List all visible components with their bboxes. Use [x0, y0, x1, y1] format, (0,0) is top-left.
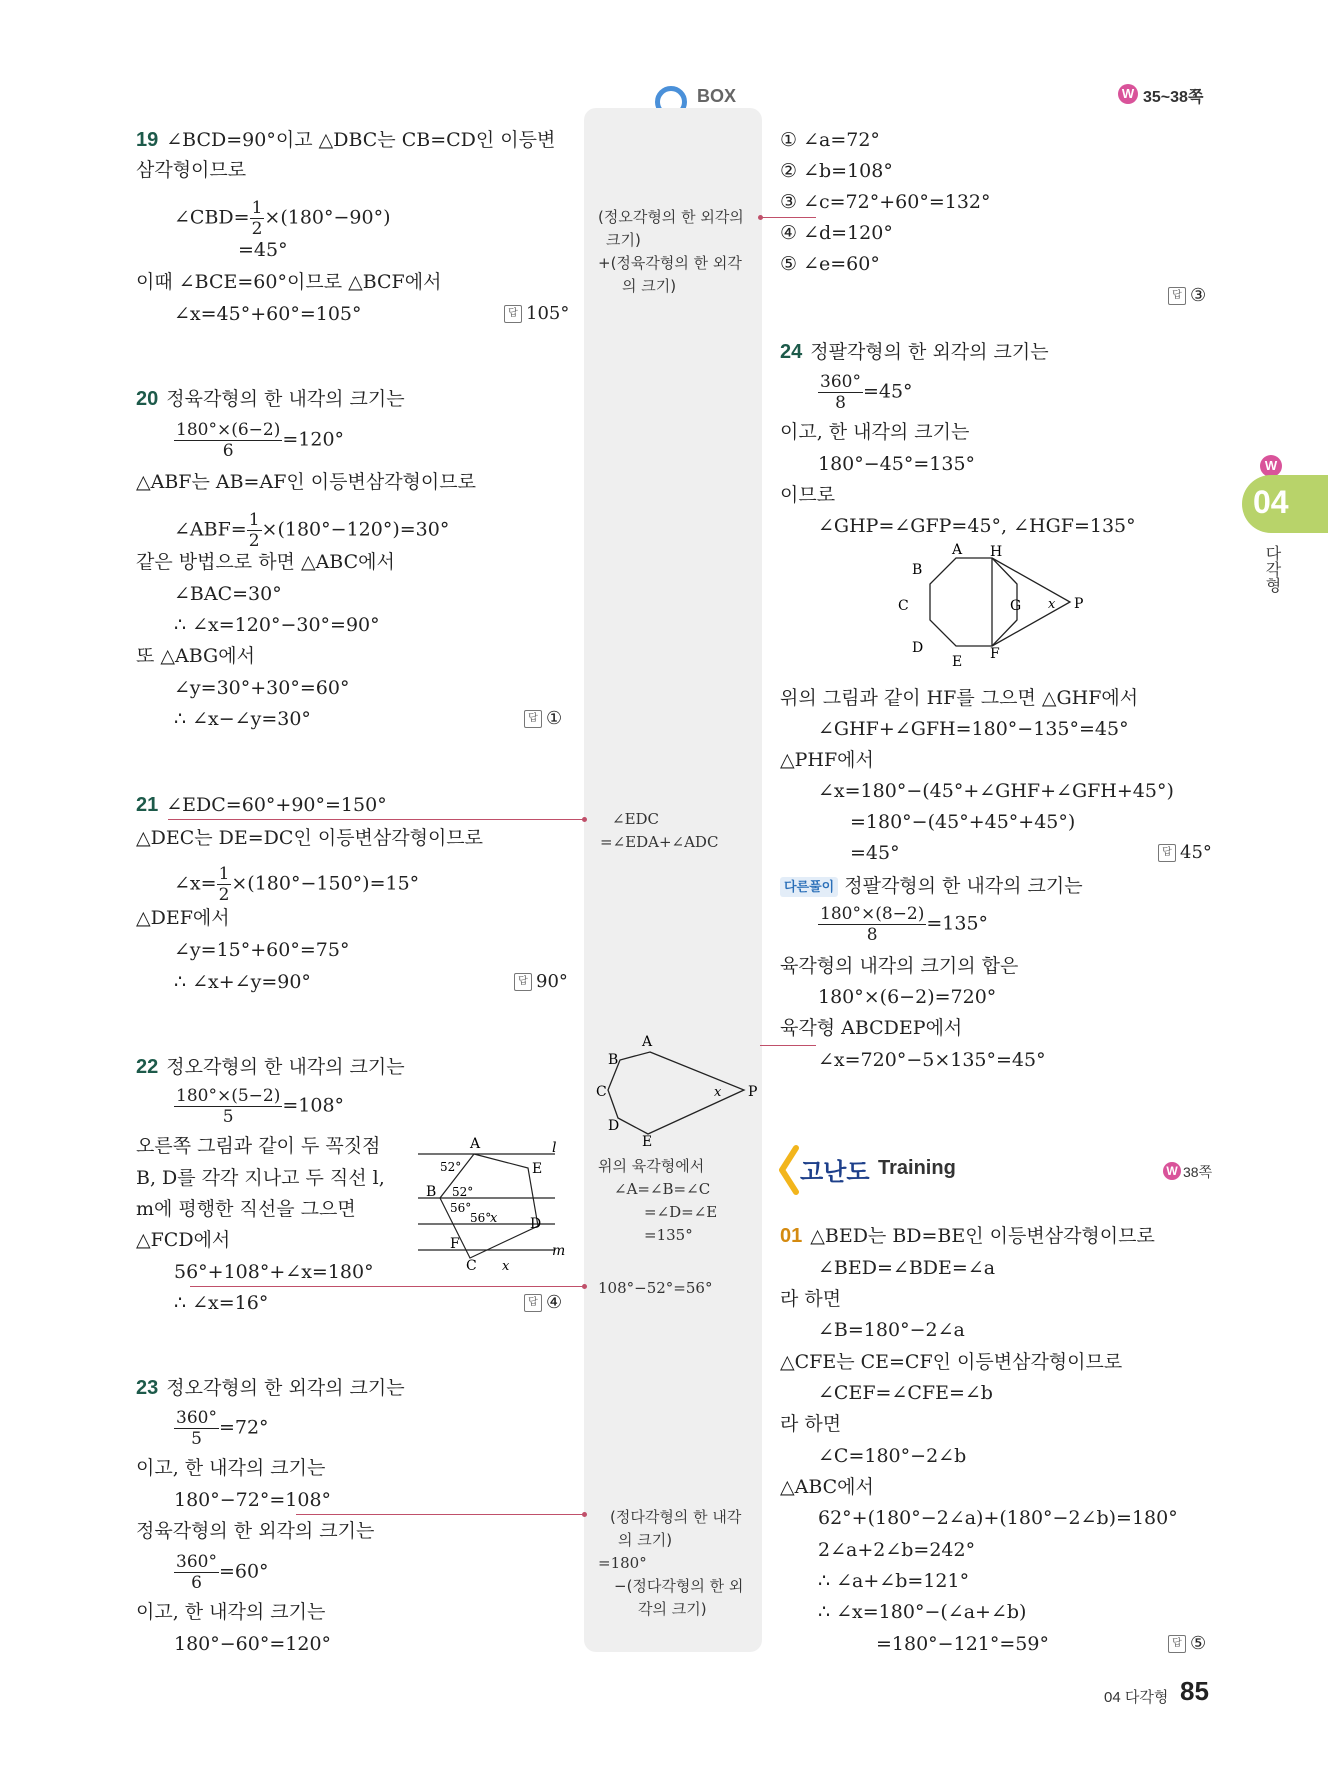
training-w-badge: W	[1163, 1162, 1181, 1180]
p21-connector-dot	[582, 817, 587, 822]
p24-line2: $\frac{360^\circ}{8}$ =45°	[820, 372, 913, 413]
p24-line4: 180°−45°=135°	[818, 453, 976, 475]
t01-line14: =180°−121°=59°	[876, 1633, 1049, 1655]
oct-fig-x: x	[1048, 597, 1056, 612]
t01-line13: ∴ ∠x=180°−(∠a+∠b)	[818, 1601, 1027, 1623]
p23-line8: 180°−60°=120°	[174, 1633, 332, 1655]
t01-line8: ∠C=180°−2∠b	[818, 1445, 967, 1467]
p24-line15: 육각형의 내각의 크기의 합은	[780, 955, 1019, 977]
p21-line3: ∠x= $\frac{1}{2}$ ×(180°−150°)=15°	[174, 864, 420, 905]
qbox-column	[584, 108, 762, 1652]
p24-line11: =180°−(45°+45°+45°)	[850, 811, 1076, 833]
hex-fig-D: D	[608, 1118, 620, 1134]
p21-line6: ∴ ∠x+∠y=90°	[174, 971, 311, 993]
p21-connector	[168, 819, 584, 820]
p22-line1: 22 정오각형의 한 내각의 크기는	[136, 1056, 405, 1078]
p23-line1: 23 정오각형의 한 외각의 크기는	[136, 1377, 405, 1399]
p22-fig-52b: 52°	[452, 1185, 474, 1199]
p20-line7: ∴ ∠x=120°−30°=90°	[174, 614, 380, 636]
p22-fig-E: E	[532, 1161, 543, 1177]
p22-line2: $\frac{180^\circ\times(5-2)}{5}$ =108°	[176, 1086, 345, 1127]
t01-line6: ∠CEF=∠CFE=∠b	[818, 1382, 993, 1404]
p19-line1: 19 ∠BCD=90°이고 △DBC는 CB=CD인 이등변	[136, 129, 556, 151]
p22-fig-B: B	[426, 1184, 437, 1200]
t01-line3: 라 하면	[780, 1288, 842, 1310]
training-title-en: Training	[878, 1157, 956, 1179]
oct-fig-C: C	[898, 598, 909, 614]
p22-line7: 56°+108°+∠x=180°	[174, 1261, 374, 1283]
p20-answer: 답 ①	[524, 707, 562, 731]
alt-solution-badge: 다른풀이	[780, 877, 838, 897]
chapter-tab-number: 04	[1253, 484, 1289, 520]
p21-line5: ∠y=15°+60°=75°	[174, 939, 350, 961]
p24-line17: 육각형 ABCDEP에서	[780, 1017, 963, 1039]
hex-fig-C: C	[596, 1084, 607, 1100]
t01-number: 01	[780, 1225, 803, 1247]
p21-answer: 답 90°	[514, 970, 568, 994]
box-note-5: (정다각형의 한 내각 의 크기) =180° −(정다각형의 한 외 각의 크기)	[598, 1508, 744, 1618]
hex-fig-x: x	[714, 1085, 722, 1100]
p22-connector	[190, 1286, 584, 1287]
p24-line1: 24 정팔각형의 한 외각의 크기는	[780, 341, 1049, 363]
p23-connector	[296, 1514, 584, 1515]
footer-chapter: 04 다각형	[1104, 1689, 1169, 1706]
p22-fig-D: D	[530, 1216, 542, 1232]
w-badge: W	[1118, 84, 1138, 104]
p20-line9: ∠y=30°+30°=60°	[174, 677, 350, 699]
t01-line1: 01 △BED는 BD=BE인 이등변삼각형이므로	[780, 1225, 1155, 1247]
p22-fig-l: l	[552, 1140, 557, 1156]
p22-fig-A: A	[470, 1136, 481, 1152]
p21-number: 21	[136, 794, 159, 816]
oct-fig-H: H	[990, 544, 1003, 560]
p24-line9: △PHF에서	[780, 749, 874, 771]
p20-line8: 또 △ABG에서	[136, 645, 255, 667]
training-page: 38쪽	[1183, 1164, 1213, 1180]
oct-fig-P: P	[1074, 596, 1084, 612]
p23-line5: 정육각형의 한 외각의 크기는	[136, 1520, 375, 1542]
p23-line7: 이고, 한 내각의 크기는	[136, 1601, 326, 1623]
p22-fig-F: F	[450, 1236, 460, 1252]
box-note-1-dot	[758, 215, 763, 220]
p24-line12: =45°	[850, 842, 900, 864]
hex-fig-B: B	[608, 1052, 619, 1068]
p24-number: 24	[780, 341, 803, 363]
p24-line14: $\frac{180^\circ\times(8-2)}{8}$ =135°	[820, 904, 989, 945]
p19-number: 19	[136, 129, 159, 151]
p22-fig-m: m	[552, 1243, 566, 1259]
t01-line2: ∠BED=∠BDE=∠a	[818, 1257, 996, 1279]
box-note-2: ∠EDC =∠EDA+∠ADC	[600, 810, 719, 851]
t01-answer: 답 ⑤	[1168, 1632, 1206, 1656]
p19-line6: ∠x=45°+60°=105°	[174, 303, 362, 325]
p23-line4: 180°−72°=108°	[174, 1489, 332, 1511]
t01-line9: △ABC에서	[780, 1476, 874, 1498]
p24-answer: 답 45°	[1158, 841, 1212, 865]
p22-line3: 오른쪽 그림과 같이 두 꼭짓점	[136, 1135, 381, 1157]
p24-octagon-figure	[890, 542, 1100, 674]
p21-line2: △DEC는 DE=DC인 이등변삼각형이므로	[136, 827, 484, 849]
p20-line3: △ABF는 AB=AF인 이등변삼각형이므로	[136, 471, 476, 493]
p24-line8: ∠GHF+∠GFH=180°−135°=45°	[818, 718, 1129, 740]
p21-line1: 21 ∠EDC=60°+90°=150°	[136, 794, 387, 816]
t01-line5: △CFE는 CE=CF인 이등변삼각형이므로	[780, 1351, 1123, 1373]
p19-line4: =45°	[238, 239, 288, 261]
training-bracket-icon	[776, 1144, 800, 1196]
p22-line6: △FCD에서	[136, 1229, 231, 1251]
p22-fig-x1: x	[490, 1211, 498, 1226]
p24-line3: 이고, 한 내각의 크기는	[780, 421, 970, 443]
box-hexagon-figure	[594, 1030, 764, 1150]
p24-line6: ∠GHP=∠GFP=45°, ∠HGF=135°	[818, 515, 1136, 537]
t01-line10: 62°+(180°−2∠a)+(180°−2∠b)=180°	[818, 1507, 1178, 1529]
p24-line10: ∠x=180°−(45°+∠GHF+∠GFH+45°)	[818, 780, 1174, 802]
hex-fig-P: P	[748, 1084, 758, 1100]
box-note-3: 위의 육각형에서 ∠A=∠B=∠C =∠D=∠E =135°	[598, 1157, 718, 1244]
box-hex-connector	[760, 1045, 816, 1046]
t01-line12: ∴ ∠a+∠b=121°	[818, 1570, 970, 1592]
p22-number: 22	[136, 1056, 159, 1078]
p23-line2: $\frac{360^\circ}{5}$ =72°	[176, 1408, 269, 1449]
box-note-4: 108°−52°=56°	[598, 1279, 713, 1297]
hex-fig-E: E	[642, 1134, 653, 1150]
p22-fig-x2: x	[502, 1259, 510, 1274]
oct-fig-B: B	[912, 562, 923, 578]
choice-2: ② ∠b=108°	[780, 160, 893, 182]
p23-line6: $\frac{360^\circ}{6}$ =60°	[176, 1552, 269, 1593]
p19-line2: 삼각형이므로	[136, 159, 247, 181]
box-note-1: (정오각형의 한 외각의 크기) +(정육각형의 한 외각 의 크기)	[598, 208, 744, 295]
p20-line6: ∠BAC=30°	[174, 583, 282, 605]
p23-line3: 이고, 한 내각의 크기는	[136, 1457, 326, 1479]
p22-answer: 답 ④	[524, 1291, 562, 1315]
box-label: BOX	[697, 86, 737, 106]
p20-line2: $\frac{180^\circ\times(6-2)}{6}$ =120°	[176, 420, 345, 461]
p22-connector-dot	[582, 1284, 587, 1289]
p22-fig-52a: 52°	[440, 1160, 462, 1174]
choice-3: ③ ∠c=72°+60°=132°	[780, 191, 991, 213]
chapter-tab-title: 다각형	[1263, 545, 1280, 593]
p20-number: 20	[136, 388, 159, 410]
tab-w-badge: W	[1260, 455, 1282, 477]
oct-fig-F: F	[990, 646, 1000, 662]
oct-fig-A: A	[952, 542, 963, 558]
hex-fig-A: A	[642, 1034, 653, 1050]
p19-answer: 답 105°	[504, 302, 569, 326]
p24-alt-line: 다른풀이 정팔각형의 한 내각의 크기는	[780, 874, 1083, 898]
choice-1: ① ∠a=72°	[780, 129, 880, 151]
p24-line7: 위의 그림과 같이 HF를 그으면 △GHF에서	[780, 687, 1139, 709]
p19-line3: ∠CBD= $\frac{1}{2}$ ×(180°−90°)	[174, 198, 391, 239]
p20-line10: ∴ ∠x−∠y=30°	[174, 708, 311, 730]
t01-line11: 2∠a+2∠b=242°	[818, 1539, 976, 1561]
p24-line18: ∠x=720°−5×135°=45°	[818, 1049, 1046, 1071]
p24-line16: 180°×(6−2)=720°	[818, 986, 997, 1008]
p20-line1: 20 정육각형의 한 내각의 크기는	[136, 388, 405, 410]
p20-line4: ∠ABF= $\frac{1}{2}$ ×(180°−120°)=30°	[174, 510, 450, 551]
p22-fig-56a: 56°	[450, 1201, 472, 1215]
p22-fig-56b: 56°	[470, 1211, 492, 1225]
p23-number: 23	[136, 1377, 159, 1399]
p23-connector-dot	[582, 1512, 587, 1517]
p23-answer: 답 ③	[1168, 284, 1206, 308]
p21-line4: △DEF에서	[136, 907, 230, 929]
page-number: 85	[1180, 1676, 1209, 1706]
p22-line5: m에 평행한 직선을 그으면	[136, 1198, 356, 1220]
t01-line4: ∠B=180°−2∠a	[818, 1319, 965, 1341]
choice-4: ④ ∠d=120°	[780, 222, 893, 244]
p20-line5: 같은 방법으로 하면 △ABC에서	[136, 551, 395, 573]
p22-fig-C: C	[466, 1258, 477, 1274]
p24-line5: 이므로	[780, 484, 836, 506]
p22-line4: B, D를 각각 지나고 두 직선 l,	[136, 1167, 385, 1189]
p19-line5: 이때 ∠BCE=60°이므로 △BCF에서	[136, 271, 442, 293]
oct-fig-D: D	[912, 640, 924, 656]
oct-fig-G: G	[1010, 598, 1022, 614]
p22-pentagon-figure	[410, 1130, 575, 1275]
p22-line8: ∴ ∠x=16°	[174, 1292, 269, 1314]
box-note-1-connector	[760, 217, 816, 218]
choice-5: ⑤ ∠e=60°	[780, 253, 880, 275]
oct-fig-E: E	[952, 654, 963, 670]
t01-line7: 라 하면	[780, 1413, 842, 1435]
training-title-ko: 고난도	[800, 1159, 870, 1186]
page-range: 35~38쪽	[1143, 89, 1204, 106]
